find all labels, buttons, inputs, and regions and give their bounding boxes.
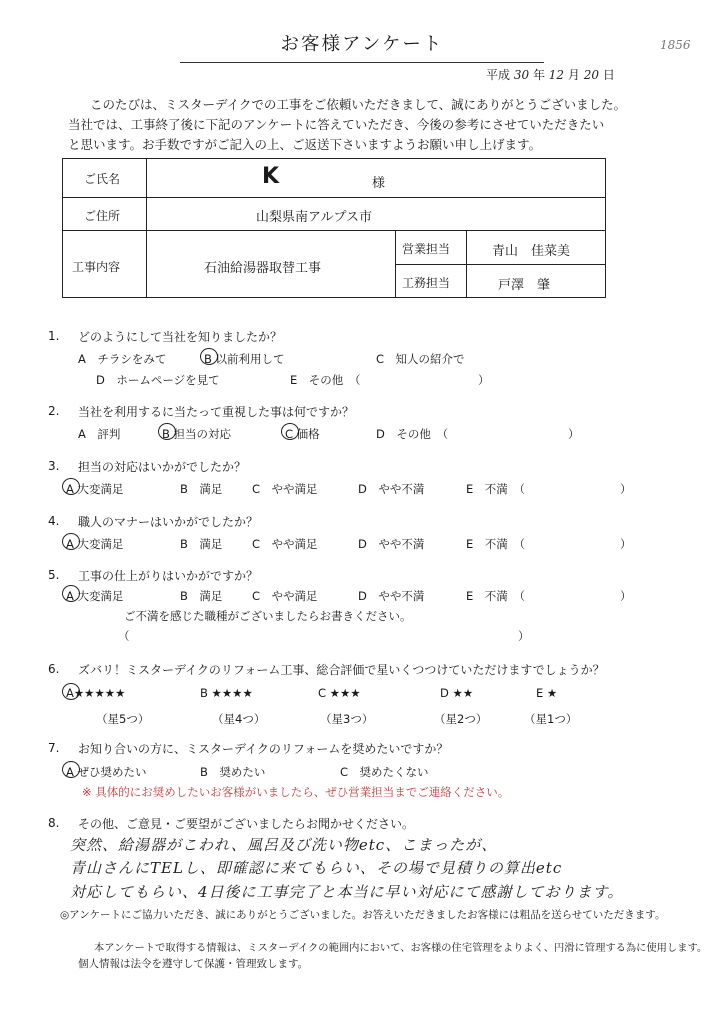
q6-option-d-sub: （星2つ）: [434, 712, 488, 726]
q5-option-e-close: ）: [620, 589, 632, 603]
q2-text: 当社を利用するに当たって重視した事は何ですか？: [78, 405, 355, 419]
q4-option-e: E 不満 （: [466, 537, 526, 551]
address-label: ご住所: [84, 209, 121, 223]
q7-number: 7.: [48, 741, 60, 755]
q5-number: 5.: [48, 568, 60, 582]
q1-option-c: C 知人の紹介で: [376, 352, 465, 366]
construction-value: 戸澤 肇: [498, 278, 551, 293]
q3-option-c: C やや満足: [252, 482, 318, 496]
table-row-divider: [62, 230, 606, 231]
q7-note: ※ 具体的にお奨めしたいお客様がいましたら、ぜひ営業担当までご連絡ください。: [82, 785, 510, 799]
name-suffix: 様: [372, 176, 386, 191]
construction-label: 工務担当: [402, 276, 451, 290]
q3-option-a: A 大変満足: [66, 482, 124, 496]
title-underline: [180, 62, 544, 63]
q6-option-d: D ★★: [440, 686, 474, 700]
sales-value: 青山 佳菜美: [492, 244, 571, 259]
q4-text: 職人のマナーはいかがでしたか？: [78, 515, 259, 529]
q2-option-c: C 価格: [285, 427, 320, 441]
q6-number: 6.: [48, 662, 60, 676]
q6-option-b: B ★★★★: [200, 686, 253, 700]
q3-option-b: B 満足: [180, 482, 223, 496]
q6-option-b-sub: （星4つ）: [212, 712, 266, 726]
q6-option-a: A★★★★★: [66, 686, 126, 700]
work-label: 工事内容: [72, 260, 121, 274]
date-year: 30: [513, 68, 530, 82]
q7-option-b: B 奨めたい: [200, 765, 266, 779]
work-value: 石油給湯器取替工事: [204, 261, 322, 276]
q2-option-a: A 評判: [78, 427, 121, 441]
q4-option-d: D やや不満: [358, 537, 425, 551]
q3-option-e-close: ）: [620, 482, 632, 496]
address-value: 山梨県南アルプス市: [256, 210, 372, 225]
name-label: ご氏名: [84, 172, 121, 186]
q6-option-c: C ★★★: [318, 686, 361, 700]
table-col-divider: [395, 230, 396, 298]
q3-option-d: D やや不満: [358, 482, 425, 496]
name-value: K: [262, 164, 280, 189]
footer-privacy-1: 本アンケートで取得する情報は、ミスターデイクの範囲内において、お客様の住宅管理をよりよく、円滑に管理する為に使用します。: [94, 942, 708, 954]
q5-option-c: C やや満足: [252, 589, 318, 603]
q1-option-d: D ホームページを見て: [96, 373, 220, 387]
intro-line-2: 当社では、工事終了後に下記のアンケートに答えていただき、今後の参考にさせていただきたい: [68, 117, 605, 132]
q8-comment-line-1: 突然、給湯器がこわれ、風呂及び洗い物etc、こまったが、: [70, 836, 498, 854]
date-day: 20: [583, 68, 600, 82]
q2-number: 2.: [48, 404, 60, 418]
q6-option-c-sub: （星3つ）: [320, 712, 374, 726]
q1-number: 1.: [48, 329, 60, 343]
q5-sub-close: ）: [518, 629, 530, 643]
footer-thanks: ◎アンケートにご協力いただき、誠にありがとうございました。お答えいただきましたお客様には粗品を送らせていただきます。: [60, 909, 666, 921]
q3-text: 担当の対応はいかがでしたか？: [78, 460, 247, 474]
q8-number: 8.: [48, 816, 60, 830]
intro-line-3: と思います。お手数ですがご記入の上、ご返送下さいますようお願い申し上げます。: [68, 137, 542, 152]
page-title: お客様アンケート: [280, 34, 444, 55]
q4-option-b: B 満足: [180, 537, 223, 551]
q5-text: 工事の仕上がりはいかがですか？: [78, 569, 259, 583]
intro-line-1: このたびは、ミスターデイクでの工事をご依頼いただきまして、誠にありがとうございました。: [90, 97, 627, 112]
table-row-divider: [62, 197, 606, 198]
intro-text: [68, 95, 688, 155]
q7-text: お知り合いの方に、ミスターデイクのリフォームを奨めたいですか？: [78, 742, 449, 756]
table-col-divider: [146, 158, 147, 298]
q1-option-e: E その他 （: [290, 373, 361, 387]
q1-option-a: A チラシをみて: [78, 352, 167, 366]
sales-label: 営業担当: [402, 242, 451, 256]
q4-number: 4.: [48, 514, 60, 528]
q8-text: その他、ご意見・ご要望がございましたらお聞かせください。: [78, 817, 415, 831]
q1-option-e-close: ）: [478, 373, 490, 387]
table-col-divider: [466, 230, 467, 298]
q5-option-e: E 不満 （: [466, 589, 526, 603]
q1-option-b: B 以前利用して: [204, 352, 285, 366]
q2-option-b: B 担当の対応: [162, 427, 232, 441]
q5-option-d: D やや不満: [358, 589, 425, 603]
date-year-unit: 年: [532, 68, 545, 82]
q2-option-d: D その他 （: [376, 427, 449, 441]
date-era: 平成: [486, 68, 511, 82]
date-day-unit: 日: [602, 68, 615, 82]
q2-option-d-close: ）: [568, 427, 580, 441]
q5-option-a: A 大変満足: [66, 589, 124, 603]
q1-text: どのようにして当社を知りましたか？: [78, 330, 283, 344]
q3-option-e: E 不満 （: [466, 482, 526, 496]
q7-option-a: A ぜひ奨めたい: [66, 765, 147, 779]
q7-option-c: C 奨めたくない: [340, 765, 429, 779]
q6-option-a-sub: （星5つ）: [96, 712, 150, 726]
date-month-unit: 月: [567, 68, 580, 82]
q8-comment-line-3: 対応してもらい、4日後に工事完了と本当に早い対応にて感謝しております。: [70, 883, 624, 901]
document-number: 1856: [660, 38, 691, 52]
q4-option-e-close: ）: [620, 537, 632, 551]
date-month: 12: [548, 68, 565, 82]
q6-option-e-sub: （星1つ）: [524, 712, 578, 726]
q3-number: 3.: [48, 459, 60, 473]
q6-option-e: E ★: [536, 686, 558, 700]
q5-option-b: B 満足: [180, 589, 223, 603]
q4-option-a: A 大変満足: [66, 537, 124, 551]
q5-sub-open: （: [118, 629, 130, 643]
survey-date: [486, 66, 615, 83]
q8-comment-line-2: 青山さんにTELし、即確認に来てもらい、その場で見積りの算出etc: [70, 859, 563, 877]
q4-option-c: C やや満足: [252, 537, 318, 551]
footer-privacy-2: 個人情報は法令を遵守して保護・管理致します。: [78, 958, 309, 970]
table-row-divider: [395, 264, 606, 265]
q5-sub-text: ご不満を感じた職種がございましたらお書きください。: [124, 609, 412, 623]
q6-text: ズバリ！ミスターデイクのリフォーム工事、総合評価で星いくつつけていただけますでしょうか？: [78, 663, 605, 677]
